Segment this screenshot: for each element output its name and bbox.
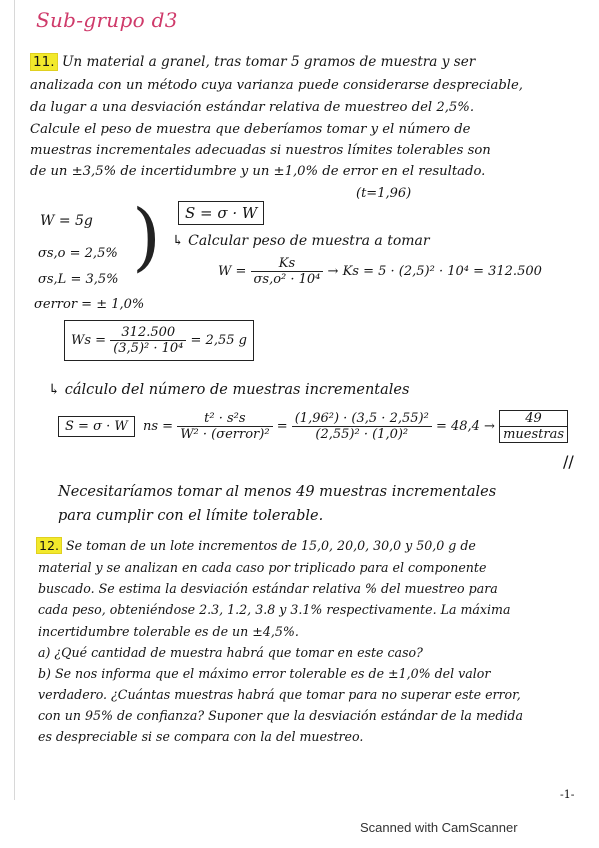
problem-12-line-10: es despreciable si se compara con la del muestreo. bbox=[38, 729, 364, 744]
given-sigma-error: σerror = ± 1,0% bbox=[34, 297, 145, 312]
ns-formula: S = σ · W ns = $\frac{\text{t² · s²s}}{\text{W² · (σerror)²}}$ = $\frac{\text{(1,96²) · (3,5 · 2,55)²}}{\text{(2,55)² · (1,0)²}}$ = 48,4 → $\frac{49}{\text{muestras}}$ bbox=[58, 410, 568, 443]
scanner-watermark: Scanned with CamScanner bbox=[360, 820, 518, 835]
calc-weight-label: ↳ Calcular peso de muestra a tomar bbox=[172, 233, 430, 249]
problem-11-line-5: muestras incrementales adecuadas si nuestros límites tolerables son bbox=[30, 143, 491, 158]
given-sigma-so: σs,o = 2,5% bbox=[38, 246, 118, 261]
problem-11-line-3: da lugar a una desviación estándar relativa de muestreo del 2,5%. bbox=[30, 100, 475, 115]
page-number: -1- bbox=[560, 788, 575, 801]
problem-11-line-6: de un ±3,5% de incertidumbre y un ±1,0% de error en el resultado. bbox=[30, 164, 486, 179]
problem-12-line-5: incertidumbre tolerable es de un ±4,5%. bbox=[38, 624, 299, 639]
end-mark: // bbox=[563, 452, 574, 471]
formula-s-box: S = σ · W bbox=[178, 204, 264, 222]
given-sigma-sl: σs,L = 3,5% bbox=[38, 272, 119, 287]
conclusion-line-2: para cumplir con el límite tolerable. bbox=[58, 508, 324, 524]
problem-12-line-2: material y se analizan en cada caso por triplicado para el componente bbox=[38, 560, 487, 575]
t-value: (t=1,96) bbox=[356, 186, 412, 201]
problem-12-line-6: a) ¿Qué cantidad de muestra habrá que tomar en este caso? bbox=[38, 645, 423, 660]
problem-11-line-4: Calcule el peso de muestra que deberíamos tomar y el número de bbox=[30, 122, 471, 137]
problem-12-line-4: cada peso, obteniéndose 2.3, 1.2, 3.8 y 3.1% respectivamente. La máxima bbox=[38, 602, 511, 617]
conclusion-line-1: Necesitaríamos tomar al menos 49 muestras incrementales bbox=[58, 484, 497, 500]
problem-12-line-1: 12. Se toman de un lote incrementos de 15,0, 20,0, 30,0 y 50,0 g de bbox=[36, 538, 476, 553]
ws-result: Ws = $\frac{312.500}{\text{(3,5)² · 10⁴}}$ = 2,55 g bbox=[64, 320, 254, 361]
problem-12-line-9: con un 95% de confianza? Suponer que la desviación estándar de la medida bbox=[38, 708, 523, 723]
given-weight: W = 5g bbox=[40, 213, 93, 229]
calc-count-label: ↳ cálculo del número de muestras incrementales bbox=[48, 382, 410, 398]
problem-11-number: 11. bbox=[30, 53, 58, 71]
right-brace: ) bbox=[132, 194, 161, 280]
problem-12-line-3: buscado. Se estima la desviación estándar relativa % del muestreo para bbox=[38, 581, 498, 596]
problem-11-line-1: 11. Un material a granel, tras tomar 5 gramos de muestra y ser bbox=[30, 54, 475, 70]
page-heading: Sub-grupo d3 bbox=[36, 8, 178, 32]
problem-12-line-7: b) Se nos informa que el máximo error tolerable es de ±1,0% del valor bbox=[38, 666, 491, 681]
problem-12-line-8: verdadero. ¿Cuántas muestras habrá que tomar para no superar este error, bbox=[38, 687, 521, 702]
problem-12-number: 12. bbox=[36, 537, 62, 554]
problem-11-line-2: analizada con un método cuya varianza puede considerarse despreciable, bbox=[30, 78, 523, 93]
weight-formula: W = $\frac{Ks}{\text{σs,o² · 10⁴}}$ → Ks = 5 · (2,5)² · 10⁴ = 312.500 bbox=[218, 256, 542, 287]
